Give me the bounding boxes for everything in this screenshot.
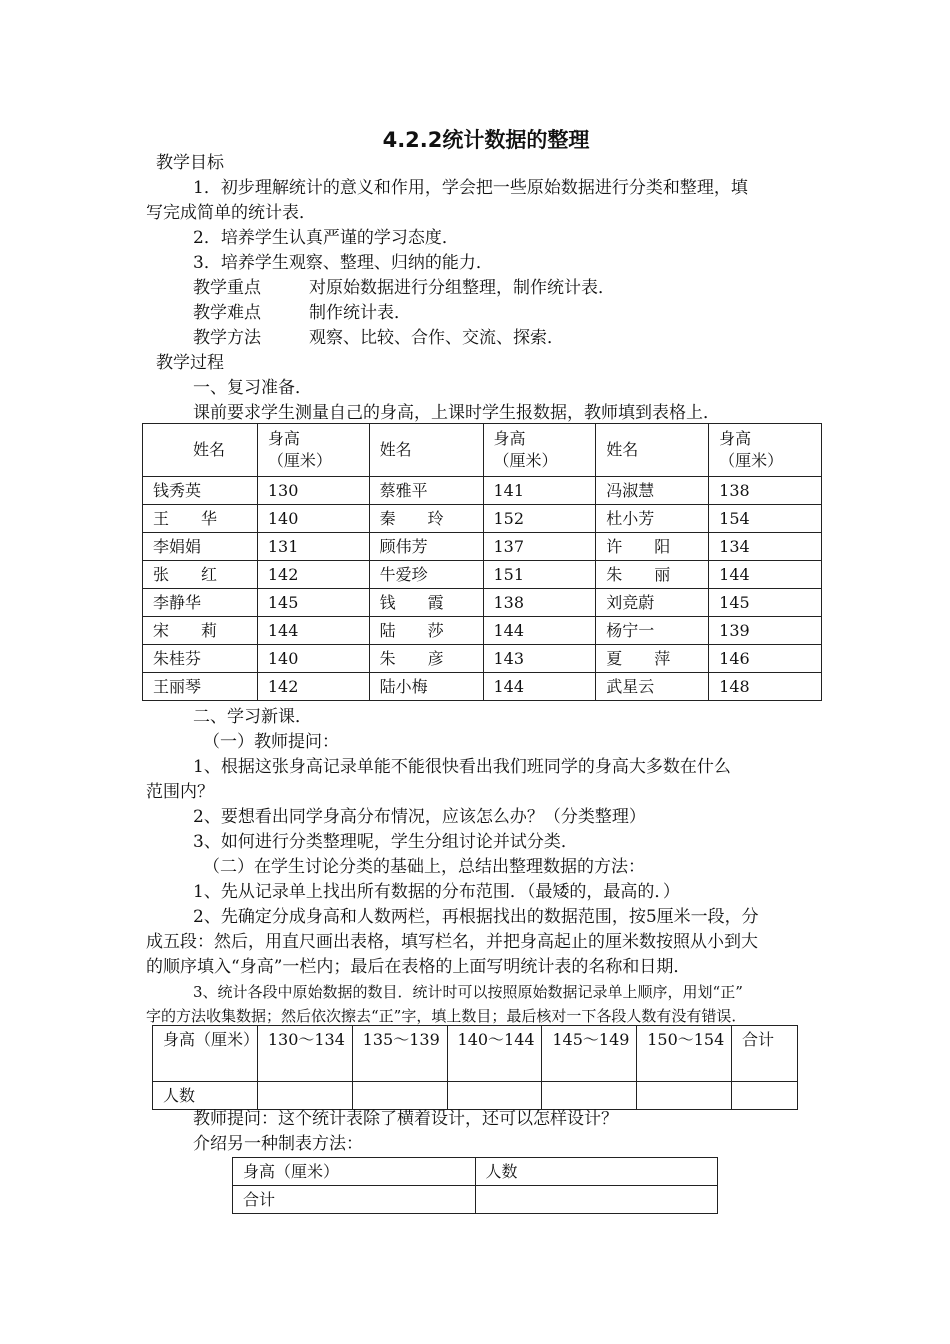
height-table-body <box>143 477 822 701</box>
total-cell: 合计 <box>732 1026 798 1082</box>
step-1-heading: 一、复习准备． <box>193 378 312 398</box>
section-objectives: 教学目标 <box>156 153 224 173</box>
height-value-cell: 145 <box>709 589 822 617</box>
table-row <box>143 533 822 561</box>
count-cell <box>542 1082 637 1110</box>
method-2b: 成五段：然后，用直尺画出表格，填写栏名，并把身高起止的厘米数按照从小到大 <box>146 932 758 952</box>
height-value-cell: 139 <box>709 617 822 645</box>
column-header-name: 姓名 <box>143 424 258 477</box>
column-header-height <box>257 424 369 477</box>
student-name-cell: 陆小梅 <box>369 673 483 701</box>
student-name-cell: 秦 玲 <box>369 505 483 533</box>
height-value-cell: 152 <box>483 505 596 533</box>
height-value-cell: 146 <box>709 645 822 673</box>
frequency-count-row <box>153 1082 798 1110</box>
height-value-cell: 151 <box>483 561 596 589</box>
vertical-header-row <box>233 1158 718 1186</box>
student-name-cell: 张 红 <box>143 561 258 589</box>
height-value-cell: 137 <box>483 533 596 561</box>
method-3a: 3、统计各段中原始数据的数目．统计时可以按照原始数据记录单上顺序，用划“正” <box>193 983 743 1001</box>
question-3: 3、如何进行分类整理呢，学生分组讨论并试分类． <box>193 832 578 852</box>
student-name-cell: 李娟娟 <box>143 533 258 561</box>
vertical-total-row <box>233 1186 718 1214</box>
step-1-text: 课前要求学生测量自己的身高，上课时学生报数据，教师填到表格上． <box>193 403 720 423</box>
difficulty-label: 教学难点 <box>193 303 261 323</box>
table-row <box>143 589 822 617</box>
vertical-height-header: 身高（厘米） <box>233 1158 476 1186</box>
table-row <box>143 561 822 589</box>
student-name-cell: 杜小芳 <box>596 505 709 533</box>
table-row <box>143 673 822 701</box>
step-2-heading: 二、学习新课． <box>193 707 312 727</box>
student-name-cell: 朱 丽 <box>596 561 709 589</box>
student-name-cell: 顾伟芳 <box>369 533 483 561</box>
height-value-cell: 144 <box>483 673 596 701</box>
student-name-cell: 朱 彦 <box>369 645 483 673</box>
frequency-header-row <box>153 1026 798 1082</box>
question-heading: （一）教师提问： <box>203 732 339 752</box>
question-1b: 范围内？ <box>146 782 214 802</box>
vertical-total-cell <box>475 1186 717 1214</box>
height-value-cell: 141 <box>483 477 596 505</box>
difficulty-text: 制作统计表． <box>309 303 411 323</box>
table-row <box>143 477 822 505</box>
method-2a: 2、先确定分成身高和人数两栏，再根据找出的数据范围，按5厘米一段，分 <box>193 907 759 927</box>
range-cell: 130～134 <box>257 1026 352 1082</box>
height-value-cell: 142 <box>257 561 369 589</box>
count-label: 人数 <box>153 1082 258 1110</box>
key-label: 教学重点 <box>193 278 261 298</box>
range-cell: 150～154 <box>637 1026 732 1082</box>
method-1: 1、先从记录单上找出所有数据的分布范围．（最矮的，最高的．） <box>193 882 680 902</box>
student-name-cell: 陆 莎 <box>369 617 483 645</box>
section-process: 教学过程 <box>156 353 224 373</box>
height-value-cell: 131 <box>257 533 369 561</box>
student-name-cell: 钱 霞 <box>369 589 483 617</box>
height-data-table <box>142 423 822 701</box>
student-name-cell: 武星云 <box>596 673 709 701</box>
height-value-cell: 143 <box>483 645 596 673</box>
page-title: 4.2.2统计数据的整理 <box>382 128 590 152</box>
range-cell: 145～149 <box>542 1026 637 1082</box>
student-name-cell: 刘竞蔚 <box>596 589 709 617</box>
student-name-cell: 蔡雅平 <box>369 477 483 505</box>
height-value-cell: 140 <box>257 645 369 673</box>
height-value-cell: 142 <box>257 673 369 701</box>
height-value-cell: 144 <box>709 561 822 589</box>
range-cell: 135～139 <box>352 1026 447 1082</box>
table-row <box>143 505 822 533</box>
count-cell <box>732 1082 798 1110</box>
column-header-height: 身高 （厘米） <box>709 424 822 477</box>
method-3b: 字的方法收集数据；然后依次擦去“正”字，填上数目；最后核对一下各段人数有没有错误． <box>146 1007 747 1025</box>
objective-3: 3．培养学生观察、整理、归纳的能力． <box>193 253 493 273</box>
student-name-cell: 李静华 <box>143 589 258 617</box>
student-name-cell: 朱桂芬 <box>143 645 258 673</box>
height-value-cell: 138 <box>483 589 596 617</box>
student-name-cell: 宋 莉 <box>143 617 258 645</box>
method-2c: 的顺序填入“身高”一栏内；最后在表格的上面写明统计表的名称和日期． <box>146 957 691 977</box>
student-name-cell: 夏 萍 <box>596 645 709 673</box>
header-height-line1: 身高 <box>267 429 300 448</box>
count-cell <box>447 1082 542 1110</box>
student-name-cell: 冯淑慧 <box>596 477 709 505</box>
height-value-cell: 154 <box>709 505 822 533</box>
column-header-name: 姓名 <box>596 424 709 477</box>
table-row <box>143 617 822 645</box>
header-height-line2: （厘米） <box>267 451 332 470</box>
column-header-name: 姓名 <box>369 424 483 477</box>
table-row <box>143 645 822 673</box>
method-label: 教学方法 <box>193 328 261 348</box>
method-text: 观察、比较、合作、交流、探索． <box>309 328 564 348</box>
vertical-count-header: 人数 <box>475 1158 717 1186</box>
student-name-cell: 杨宁一 <box>596 617 709 645</box>
student-name-cell: 钱秀英 <box>143 477 258 505</box>
height-value-cell: 134 <box>709 533 822 561</box>
height-value-cell: 144 <box>257 617 369 645</box>
count-cell <box>637 1082 732 1110</box>
count-cell <box>257 1082 352 1110</box>
height-value-cell: 130 <box>257 477 369 505</box>
question-1a: 1、根据这张身高记录单能不能很快看出我们班同学的身高大多数在什么 <box>193 757 731 777</box>
student-name-cell: 许 阳 <box>596 533 709 561</box>
height-value-cell: 140 <box>257 505 369 533</box>
intro-text: 介绍另一种制表方法： <box>193 1134 363 1154</box>
key-text: 对原始数据进行分组整理，制作统计表． <box>309 278 615 298</box>
objective-1a: 1．初步理解统计的意义和作用，学会把一些原始数据进行分类和整理，填 <box>193 178 748 198</box>
objective-2: 2．培养学生认真严谨的学习态度． <box>193 228 459 248</box>
height-value-cell: 144 <box>483 617 596 645</box>
vertical-table <box>232 1157 718 1214</box>
height-value-cell: 138 <box>709 477 822 505</box>
frequency-table <box>152 1025 798 1110</box>
student-name-cell: 王 华 <box>143 505 258 533</box>
range-cell: 140～144 <box>447 1026 542 1082</box>
student-name-cell: 王丽琴 <box>143 673 258 701</box>
objective-1b: 写完成简单的统计表． <box>146 203 316 223</box>
vertical-total-label: 合计 <box>233 1186 476 1214</box>
column-header-height: 身高 （厘米） <box>483 424 596 477</box>
table-header-row <box>143 424 822 477</box>
height-value-cell: 148 <box>709 673 822 701</box>
teacher-question: 教师提问：这个统计表除了横着设计，还可以怎样设计？ <box>193 1109 618 1129</box>
question-2: 2、要想看出同学身高分布情况，应该怎么办？（分类整理） <box>193 807 646 827</box>
count-cell <box>352 1082 447 1110</box>
student-name-cell: 牛爱珍 <box>369 561 483 589</box>
frequency-header-label: 身高（厘米） <box>153 1026 258 1082</box>
method-heading: （二）在学生讨论分类的基础上，总结出整理数据的方法： <box>203 857 645 877</box>
height-value-cell: 145 <box>257 589 369 617</box>
